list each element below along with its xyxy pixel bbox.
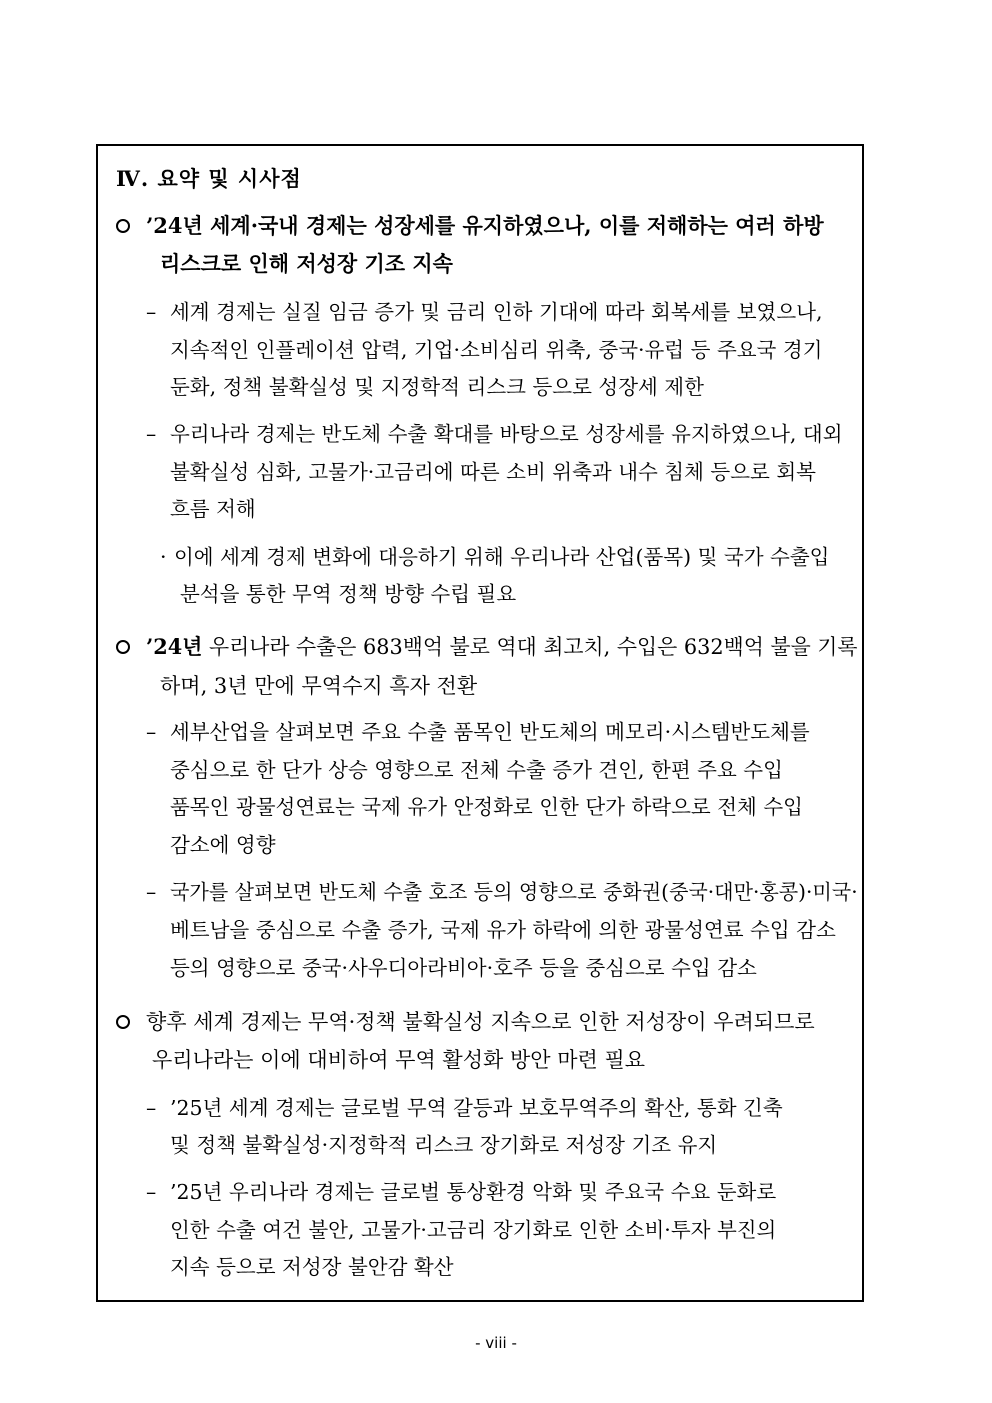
block-2-title-line-1	[146, 633, 858, 661]
circle-bullet-icon	[116, 1012, 138, 1034]
block-3-sub-2-line-3: 지속 등으로 저성장 불안감 확산	[170, 1255, 454, 1279]
block-1-sub-2-line-2: 불확실성 심화, 고물가·고금리에 따른 소비 위축과 내수 침체 등으로 회복	[170, 460, 816, 484]
dash-bullet: –	[146, 720, 157, 744]
page-number: - viii -	[475, 1334, 517, 1352]
block-2-sub-1-line-3: 품목인 광물성연료는 국제 유가 안정화로 인한 단가 하락으로 전체 수입	[170, 795, 803, 819]
block-1-note-line-2: 분석을 통한 무역 정책 방향 수립 필요	[180, 582, 517, 606]
block-2-sub-1-line-1: 세부산업을 살펴보면 주요 수출 품목인 반도체의 메모리·시스템반도체를	[170, 720, 810, 744]
block-1-sub-2-line-3: 흐름 저해	[170, 497, 256, 521]
block-3-title-line-1: 향후 세계 경제는 무역·정책 불확실성 지속으로 인한 저성장이 우려되므로	[146, 1010, 815, 1034]
block-2-sub-2-line-2: 베트남을 중심으로 수출 증가, 국제 유가 하락에 의한 광물성연료 수입 감소	[170, 918, 836, 942]
block-1-title-line-1: ’24년 세계·국내 경제는 성장세를 유지하였으나, 이를 저해하는 여러 하방	[146, 213, 824, 238]
block-2-sub-1-line-2: 중심으로 한 단가 상승 영향으로 전체 수출 증가 견인, 한편 주요 수입	[170, 758, 783, 782]
block-3-sub-1-line-1: ’25년 세계 경제는 글로벌 무역 갈등과 보호무역주의 확산, 통화 긴축	[170, 1096, 783, 1120]
block-1-sub-1-line-3: 둔화, 정책 불확실성 및 지정학적 리스크 등으로 성장세 제한	[170, 375, 704, 399]
block-3-title-line-2: 우리나라는 이에 대비하여 무역 활성화 방안 마련 필요	[152, 1048, 646, 1072]
block-3-sub-1-line-2: 및 정책 불확실성·지정학적 리스크 장기화로 저성장 기조 유지	[170, 1133, 718, 1157]
dash-bullet: –	[146, 1096, 157, 1120]
block-3-sub-2-line-2: 인한 수출 여건 불안, 고물가·고금리 장기화로 인한 소비·투자 부진의	[170, 1218, 777, 1242]
block-2-year: ’24년	[146, 634, 203, 659]
block-1-sub-2-line-1: 우리나라 경제는 반도체 수출 확대를 바탕으로 성장세를 유지하였으나, 대외	[170, 422, 843, 446]
section-heading: Ⅳ. 요약 및 시사점	[116, 166, 302, 191]
block-2-sub-2-line-3: 등의 영향으로 중국·사우디아라비아·호주 등을 중심으로 수입 감소	[170, 956, 757, 980]
dash-bullet: –	[146, 1180, 157, 1204]
block-1-sub-1-line-1: 세계 경제는 실질 임금 증가 및 금리 인하 기대에 따라 회복세를 보였으나,	[170, 300, 823, 324]
block-2-title-rest: 우리나라 수출은 683백억 불로 역대 최고치, 수입은 632백억 불을 기록	[202, 635, 858, 659]
block-1-sub-1-line-2: 지속적인 인플레이션 압력, 기업·소비심리 위축, 중국·유럽 등 주요국 경기	[170, 338, 823, 362]
dash-bullet: –	[146, 300, 157, 324]
circle-bullet-icon	[116, 637, 138, 659]
block-2-title-line-2: 하며, 3년 만에 무역수지 흑자 전환	[160, 674, 478, 698]
circle-bullet-icon	[116, 216, 138, 238]
dot-bullet: ·	[160, 545, 167, 569]
block-2-sub-2-line-1: 국가를 살펴보면 반도체 수출 호조 등의 영향으로 중화권(중국·대만·홍콩)·미국·	[170, 880, 858, 904]
block-2-sub-1-line-4: 감소에 영향	[170, 833, 276, 857]
dash-bullet: –	[146, 422, 157, 446]
block-1-title-line-2: 리스크로 인해 저성장 기조 지속	[160, 251, 453, 276]
block-1-note-line-1: 이에 세계 경제 변화에 대응하기 위해 우리나라 산업(품목) 및 국가 수출입	[174, 545, 830, 569]
dash-bullet: –	[146, 880, 157, 904]
block-3-sub-2-line-1: ’25년 우리나라 경제는 글로벌 통상환경 악화 및 주요국 수요 둔화로	[170, 1180, 777, 1204]
